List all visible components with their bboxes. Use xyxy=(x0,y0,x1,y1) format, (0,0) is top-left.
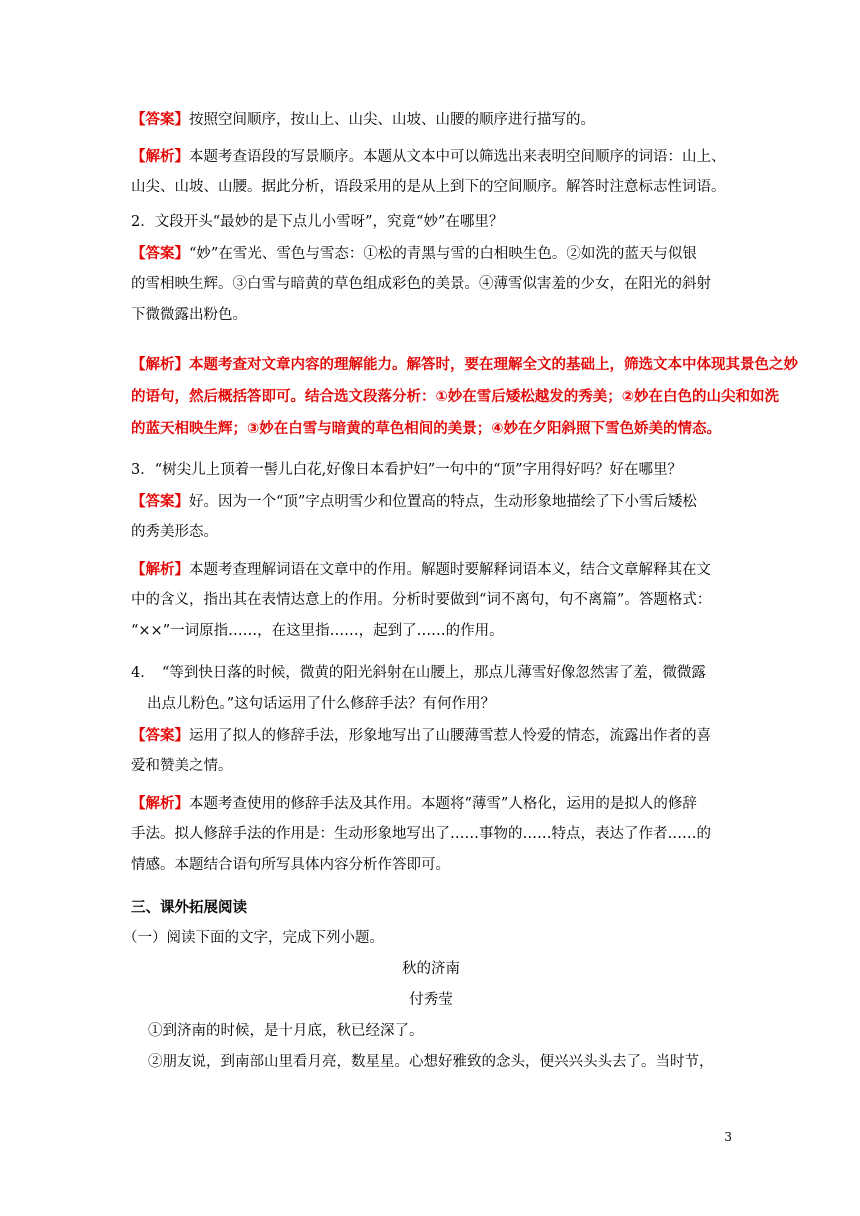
article-title: 秋的济南 xyxy=(402,961,460,977)
answer-tag: 【答案】 xyxy=(131,111,189,128)
answer-tag: 【答案】 xyxy=(131,245,189,262)
q2-answer-line3: 下微微露出粉色。 xyxy=(131,307,247,323)
analysis-text: 本题考查语段的写景顺序。本题从文本中可以筛选出来表明空间顺序的词语：山上、 xyxy=(189,149,726,165)
q4-analysis-line3: 情感。本题结合语句所写具体内容分析作答即可。 xyxy=(131,857,450,873)
answer-text: 好。因为一个“顶”字点明雪少和位置高的特点，生动形象地描绘了下小雪后矮松 xyxy=(189,494,697,510)
page-number: 3 xyxy=(724,1130,732,1144)
q2-answer xyxy=(131,238,731,269)
q3-analysis-line3: “××”一词原指……，在这里指……，起到了……的作用。 xyxy=(131,623,504,639)
article-paragraph-1: ①到济南的时候，是十月底，秋已经深了。 xyxy=(148,1023,424,1039)
q2-analysis-line3: 的蓝天相映生辉；③妙在白雪与暗黄的草色相间的美景；④妙在夕阳斜照下雪色娇美的情态。 xyxy=(131,421,722,437)
analysis-tag: 【解析】 xyxy=(131,795,189,812)
q2-question: 2．文段开头“最妙的是下点儿小雪呀”，究竟“妙”在哪里？ xyxy=(131,214,504,230)
q3-block xyxy=(131,455,731,647)
section3-block xyxy=(123,892,731,1078)
q4-answer-line2: 爱和赞美之情。 xyxy=(131,758,233,774)
section-heading: 三、课外拓展阅读 xyxy=(131,899,247,916)
q3-analysis-line2: 中的含义，指出其在表情达意上的作用。分析时要做到“词不离句，句不离篇”。答题格式： xyxy=(131,592,712,608)
q3-analysis xyxy=(131,554,731,585)
analysis-tag: 【解析】 xyxy=(131,148,189,165)
article-author: 付秀莹 xyxy=(409,992,453,1008)
q4-question: 4． “等到快日落的时候，微黄的阳光斜射在山腰上，那点儿薄雪好像忽然害了羞，微微露 xyxy=(131,665,706,681)
analysis-tag: 【解析】 xyxy=(131,561,189,578)
q4-analysis-line2: 手法。拟人修辞手法的作用是：生动形象地写出了……事物的……特点，表达了作者……的 xyxy=(131,826,711,842)
q3-answer-line2: 的秀美形态。 xyxy=(131,524,218,540)
answer-text: “妙”在雪光、雪色与雪态：①松的青黑与雪的白相映生色。②如洗的蓝天与似银 xyxy=(189,246,697,262)
q1-analysis xyxy=(131,141,731,172)
q1-answer xyxy=(131,104,731,135)
article-paragraph-2: ②朋友说，到南部山里看月亮，数星星。心想好雅致的念头，便兴兴头头去了。当时节， xyxy=(148,1054,714,1070)
q2-analysis-image xyxy=(131,349,798,445)
q2-answer-line2: 的雪相映生辉。③白雪与暗黄的草色组成彩色的美景。④薄雪似害羞的少女，在阳光的斜射 xyxy=(131,276,711,292)
q3-answer xyxy=(131,486,731,517)
analysis-text: 本题考查理解词语在文章中的作用。解题时要解释词语本义，结合文章解释其在文 xyxy=(189,562,711,578)
answer-tag: 【答案】 xyxy=(131,727,189,744)
q4-analysis xyxy=(131,788,731,819)
q4-question-line2: 出点儿粉色。”这句话运用了什么修辞手法？有何作用？ xyxy=(147,696,496,712)
answer-tag: 【答案】 xyxy=(131,493,189,510)
answer-text: 按照空间顺序，按山上、山尖、山坡、山腰的顺序进行描写的。 xyxy=(189,112,595,128)
analysis-text: 本题考查使用的修辞手法及其作用。本题将“薄雪”人格化，运用的是拟人的修辞 xyxy=(189,796,697,812)
q2-block xyxy=(131,207,731,331)
q1-block xyxy=(131,104,731,203)
answer-text: 运用了拟人的修辞手法，形象地写出了山腰薄雪惹人怜爱的情态，流露出作者的喜 xyxy=(189,728,711,744)
q3-question: 3．“树尖儿上顶着一髻儿白花,好像日本看护妇”一句中的“顶”字用得好吗？好在哪里？ xyxy=(131,462,682,478)
section-subheading: （一）阅读下面的文字，完成下列小题。 xyxy=(123,930,384,946)
q4-block xyxy=(131,658,731,881)
q2-analysis-line2: 的语句，然后概括答即可。结合选文段落分析：①妙在雪后矮松越发的秀美；②妙在白色的山尖和如洗 xyxy=(131,389,780,405)
q4-answer xyxy=(131,720,731,751)
q2-analysis-line1: 【解析】本题考查对文章内容的理解能力。解答时，要在理解全文的基础上，筛选文本中体现其景色之妙 xyxy=(131,357,798,373)
q1-analysis-line2: 山尖、山坡、山腰。据此分析，语段采用的是从上到下的空间顺序。解答时注意标志性词语。 xyxy=(131,179,726,195)
